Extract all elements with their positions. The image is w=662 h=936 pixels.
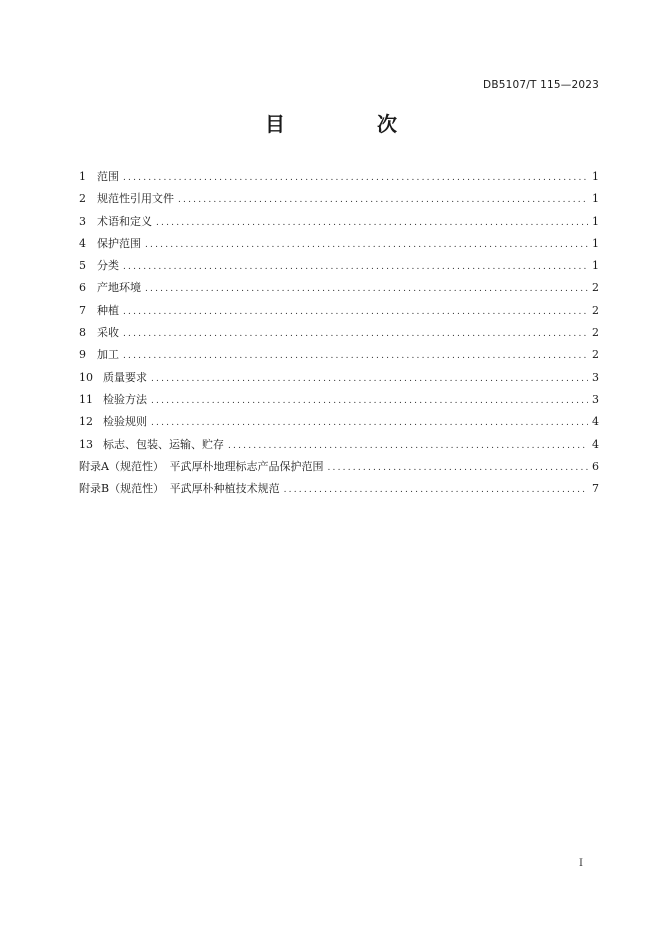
toc-dot-leader xyxy=(123,307,588,317)
toc-entry-number: 12 xyxy=(79,415,93,429)
toc-entry[interactable] xyxy=(79,369,599,391)
toc-entry-page: 3 xyxy=(592,392,599,406)
toc-dot-leader xyxy=(228,441,588,451)
toc-entry-number: 3 xyxy=(79,214,86,228)
toc-entry-title: 术语和定义 xyxy=(97,214,152,228)
toc-entry-title: 检验方法 xyxy=(103,392,147,406)
toc-dot-leader xyxy=(327,463,588,473)
toc-dot-leader xyxy=(145,284,588,294)
toc-dot-leader xyxy=(178,195,588,205)
toc-dot-leader xyxy=(145,240,588,250)
toc-entry-number: 8 xyxy=(79,326,86,340)
toc-entry-number: 11 xyxy=(79,392,93,406)
toc-entry[interactable] xyxy=(79,413,599,435)
toc-entry-page: 6 xyxy=(592,459,599,473)
toc-entry-page: 3 xyxy=(592,370,599,384)
toc-entry[interactable] xyxy=(79,168,599,190)
table-of-contents xyxy=(79,168,599,502)
document-code: DB5107/T 115—2023 xyxy=(483,79,599,91)
toc-entry[interactable] xyxy=(79,213,599,235)
toc-entry[interactable] xyxy=(79,257,599,279)
toc-dot-leader xyxy=(123,262,588,272)
page-title: 目 次 xyxy=(265,112,433,136)
toc-entry-number: 2 xyxy=(79,192,86,206)
toc-dot-leader xyxy=(123,173,588,183)
toc-entry-title: 范围 xyxy=(97,170,119,183)
toc-dot-leader xyxy=(156,218,588,228)
toc-entry-number: 9 xyxy=(79,348,86,362)
toc-dot-leader xyxy=(123,329,588,339)
toc-entry-title: 分类 xyxy=(97,259,119,273)
page-number: I xyxy=(579,858,583,869)
toc-appendix-entry[interactable] xyxy=(79,458,599,480)
toc-entry[interactable] xyxy=(79,279,599,301)
toc-entry[interactable] xyxy=(79,346,599,368)
toc-entry[interactable] xyxy=(79,391,599,413)
toc-entry-page: 4 xyxy=(592,437,599,451)
toc-entry-page: 4 xyxy=(592,415,599,429)
toc-entry-page: 1 xyxy=(592,259,599,273)
toc-entry-title: 规范性引用文件 xyxy=(97,192,174,206)
toc-dot-leader xyxy=(123,351,588,361)
toc-entry-title: 标志、包装、运输、贮存 xyxy=(103,437,224,451)
toc-entry-number: 6 xyxy=(79,281,86,295)
toc-entry-title: 附录A（规范性） 平武厚朴地理标志产品保护范围 xyxy=(79,459,324,473)
toc-entry-number: 1 xyxy=(79,170,86,183)
toc-entry-page: 2 xyxy=(592,281,599,295)
toc-entry[interactable] xyxy=(79,190,599,212)
toc-entry[interactable] xyxy=(79,324,599,346)
toc-entry-title: 采收 xyxy=(97,326,119,340)
toc-entry-title: 产地环境 xyxy=(97,281,141,295)
toc-entry-page: 2 xyxy=(592,348,599,362)
toc-entry-page: 2 xyxy=(592,326,599,340)
toc-entry-title: 附录B（规范性） 平武厚朴种植技术规范 xyxy=(79,482,280,496)
toc-entry-page: 1 xyxy=(592,170,599,183)
toc-entry-number: 4 xyxy=(79,236,86,250)
toc-entry-page: 7 xyxy=(592,482,599,496)
toc-entry-number: 13 xyxy=(79,437,93,451)
toc-entry[interactable] xyxy=(79,302,599,324)
toc-entry-page: 1 xyxy=(592,236,599,250)
toc-entry-title: 种植 xyxy=(97,303,119,317)
toc-entry-number: 7 xyxy=(79,303,86,317)
toc-dot-leader xyxy=(151,374,588,384)
toc-entry-number: 5 xyxy=(79,259,86,273)
toc-entry-number: 10 xyxy=(79,370,93,384)
toc-dot-leader xyxy=(151,418,588,428)
toc-entry[interactable] xyxy=(79,436,599,458)
toc-appendix-entry[interactable] xyxy=(79,480,599,502)
toc-entry-title: 保护范围 xyxy=(97,236,141,250)
toc-entry-title: 检验规则 xyxy=(103,415,147,429)
toc-entry-title: 加工 xyxy=(97,348,119,362)
toc-dot-leader xyxy=(151,396,588,406)
toc-entry-page: 1 xyxy=(592,192,599,206)
toc-entry-title: 质量要求 xyxy=(103,370,147,384)
toc-entry-page: 2 xyxy=(592,303,599,317)
toc-entry-page: 1 xyxy=(592,214,599,228)
toc-dot-leader xyxy=(284,485,588,495)
toc-entry[interactable] xyxy=(79,235,599,257)
